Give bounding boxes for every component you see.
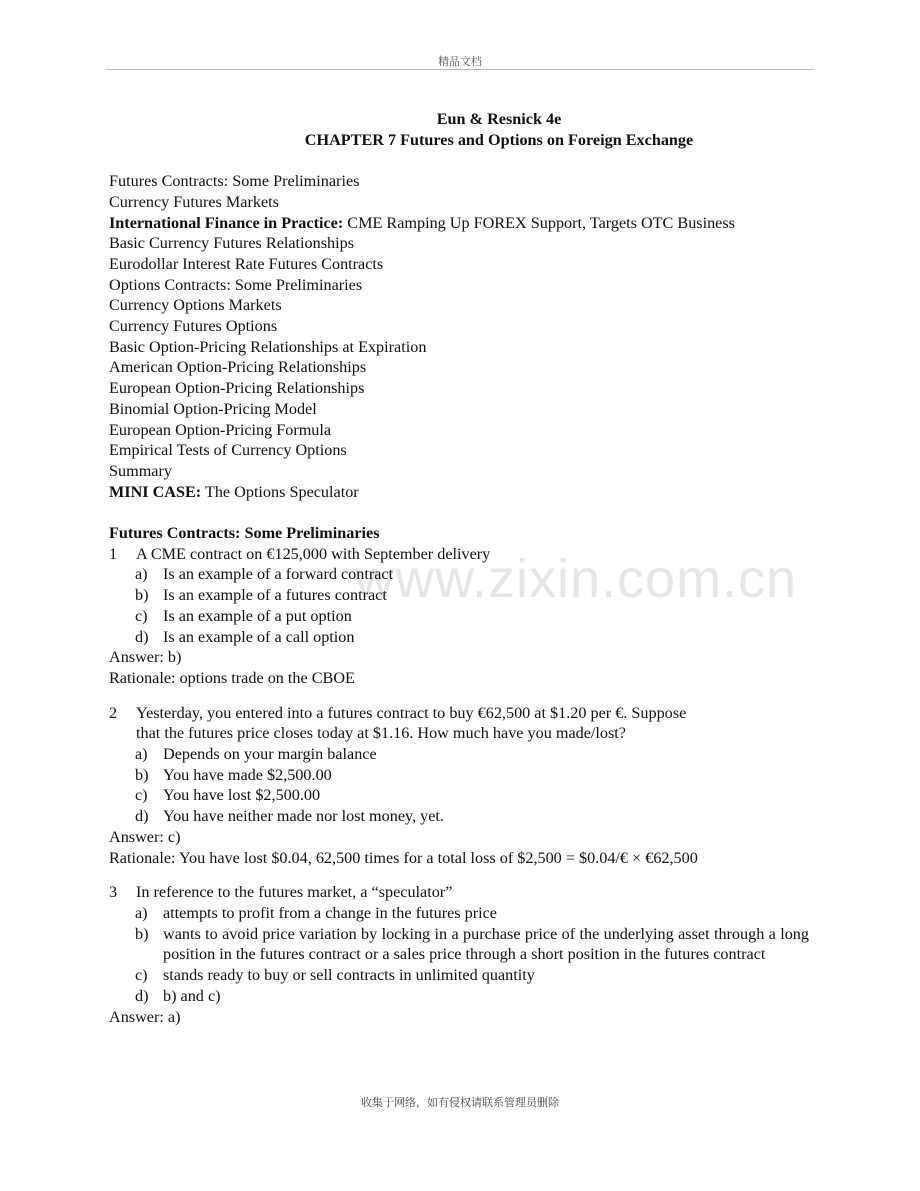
toc-mini-title: The Options Speculator <box>201 482 359 501</box>
option-text: stands ready to buy or sell contracts in unlimited quantity <box>163 966 535 985</box>
option-text: b) and c) <box>163 986 221 1005</box>
question-text: In reference to the futures market, a “speculator” <box>136 883 453 902</box>
question-3 <box>109 882 809 1027</box>
option-letter: b) <box>135 765 149 784</box>
page-footer: 收集于网络，如有侵权请联系管理员删除 <box>361 1096 559 1109</box>
section-heading: Futures Contracts: Some Preliminaries <box>109 524 380 543</box>
answer: Answer: b) <box>109 648 182 667</box>
option-text: You have neither made nor lost money, yet. <box>163 807 444 826</box>
toc-item: Currency Options Markets <box>109 296 282 315</box>
toc-ifp-label: International Finance in Practice: <box>109 213 344 232</box>
toc-item: American Option-Pricing Relationships <box>109 358 367 377</box>
option-letter: c) <box>135 966 148 985</box>
watermark: www.zixin.com.cn <box>355 549 798 609</box>
page-header: 精品文档 <box>438 55 482 68</box>
option-text: Is an example of a call option <box>163 627 355 646</box>
question-number: 3 <box>109 883 118 902</box>
option-letter: a) <box>135 903 148 922</box>
toc-item-mini-case <box>109 482 809 503</box>
option-text: You have made $2,500.00 <box>163 765 332 784</box>
toc-mini-label: MINI CASE: <box>109 482 202 501</box>
option-text: Is an example of a futures contract <box>163 586 387 605</box>
toc-item: Eurodollar Interest Rate Futures Contracts <box>109 254 384 273</box>
toc-item: European Option-Pricing Formula <box>109 420 332 439</box>
rationale: Rationale: You have lost $0.04, 62,500 times for a total loss of $2,500 = $0.04/€ × €62,500 <box>109 848 698 867</box>
toc-item: Options Contracts: Some Preliminaries <box>109 275 363 294</box>
question-2 <box>109 703 809 869</box>
option-letter: d) <box>135 627 149 646</box>
toc-item-ifp <box>109 213 809 234</box>
option-text: Is an example of a forward contract <box>163 565 394 584</box>
answer: Answer: a) <box>109 1007 181 1026</box>
doc-title-line2: CHAPTER 7 Futures and Options on Foreign Exchange <box>304 130 694 149</box>
header-divider <box>106 69 814 70</box>
option-text: Is an example of a put option <box>163 606 352 625</box>
toc-item: Summary <box>109 461 172 480</box>
option-letter: d) <box>135 986 149 1005</box>
option-text: attempts to profit from a change in the futures price <box>163 903 497 922</box>
toc-item: Basic Option-Pricing Relationships at Expiration <box>109 337 427 356</box>
option-text: You have lost $2,500.00 <box>163 786 321 805</box>
toc-item: Basic Currency Futures Relationships <box>109 234 355 253</box>
option-letter: d) <box>135 807 149 826</box>
rationale: Rationale: options trade on the CBOE <box>109 668 355 687</box>
question-number: 1 <box>109 544 118 563</box>
option-text: wants to avoid price variation by locking in a purchase price of the underlying asset through a long position in the futures contract or a sales price through a short position in the futures contract <box>163 924 809 964</box>
toc-item: Currency Futures Markets <box>109 192 279 211</box>
option-letter: a) <box>135 745 148 764</box>
document-body <box>109 109 809 1027</box>
answer: Answer: c) <box>109 827 181 846</box>
toc-item: Futures Contracts: Some Preliminaries <box>109 172 360 191</box>
option-letter: c) <box>135 606 148 625</box>
question-1 <box>109 544 809 689</box>
option-letter: a) <box>135 565 148 584</box>
option-letter: b) <box>135 586 149 605</box>
option-letter: c) <box>135 786 148 805</box>
option-letter: b) <box>135 924 149 943</box>
toc-item: Empirical Tests of Currency Options <box>109 441 347 460</box>
question-number: 2 <box>109 703 118 722</box>
option-text: Depends on your margin balance <box>163 745 377 764</box>
table-of-contents <box>109 171 809 502</box>
toc-item: Binomial Option-Pricing Model <box>109 399 317 418</box>
doc-title <box>199 109 799 150</box>
toc-ifp-title: CME Ramping Up FOREX Support, Targets OTC Business <box>343 213 735 232</box>
question-text: A CME contract on €125,000 with September delivery <box>136 544 491 563</box>
question-text: Yesterday, you entered into a futures contract to buy €62,500 at $1.20 per €. Suppose that the futures price closes today at $1.16. How much have you made/lost? <box>136 703 687 743</box>
doc-title-line1: Eun & Resnick 4e <box>436 110 562 128</box>
toc-item: Currency Futures Options <box>109 317 278 336</box>
toc-item: European Option-Pricing Relationships <box>109 379 365 398</box>
